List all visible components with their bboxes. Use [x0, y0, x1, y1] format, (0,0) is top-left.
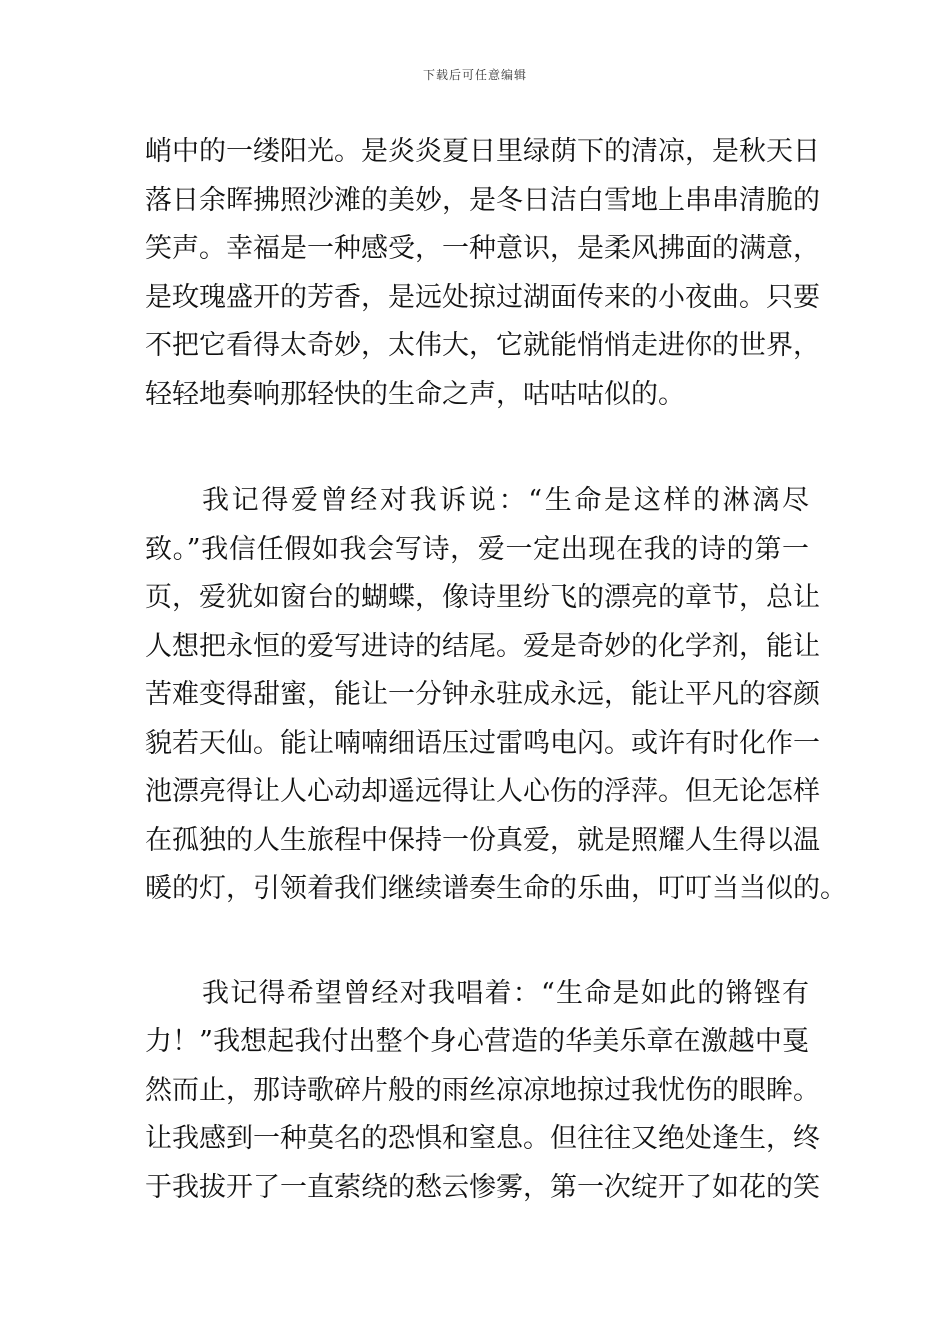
line-text: 力！”我想起我付出整个身心营造的华美乐章在激越中戛	[145, 1026, 809, 1057]
text-line	[145, 671, 820, 720]
line-text: 我记得爱曾经对我诉说：“生命是这样的淋漓尽	[202, 485, 809, 516]
text-line	[145, 865, 847, 914]
text-line	[145, 225, 820, 274]
line-text: 我记得希望曾经对我唱着：“生命是如此的锵铿有	[202, 977, 809, 1009]
line-text: 不把它看得太奇妙，太伟大，它就能悄悄走进你的世界，	[145, 330, 820, 361]
paragraph-1	[145, 128, 820, 419]
line-text: 页，爱犹如窗台的蝴蝶，像诗里纷飞的漂亮的章节，总让	[145, 582, 820, 613]
text-line	[145, 817, 820, 866]
document-body	[145, 128, 847, 1212]
text-line	[145, 720, 820, 769]
text-line	[145, 623, 820, 672]
text-line	[145, 768, 820, 817]
line-text: 致。”我信任假如我会写诗，爱一定出现在我的诗的第一	[145, 533, 809, 565]
line-text: 是玫瑰盛开的芳香，是远处掠过湖面传来的小夜曲。只要	[145, 281, 820, 313]
text-line	[145, 574, 820, 623]
line-text: 貌若天仙。能让喃喃细语压过雷鸣电闪。或许有时化作一	[145, 727, 820, 759]
text-line	[145, 970, 809, 1019]
text-line	[145, 1067, 820, 1116]
paragraph-2	[145, 477, 847, 914]
line-text: 暖的灯，引领着我们继续谱奏生命的乐曲，叮叮当当似的。	[145, 873, 847, 904]
paragraph-3	[145, 970, 820, 1213]
line-text: 让我感到一种莫名的恐惧和窒息。但往往又绝处逢生，终	[145, 1123, 820, 1154]
text-line	[145, 274, 820, 323]
line-text: 峭中的一缕阳光。是炎炎夏日里绿荫下的清凉，是秋天日	[145, 136, 820, 167]
line-text: 落日余晖拂照沙滩的美妙，是冬日洁白雪地上串串清脆的	[145, 184, 820, 216]
line-text: 在孤独的人生旅程中保持一份真爱，就是照耀人生得以温	[145, 824, 820, 856]
line-text: 池漂亮得让人心动却遥远得让人心伤的浮萍。但无论怎样	[145, 776, 820, 807]
text-line	[145, 128, 820, 177]
text-line	[145, 477, 809, 526]
text-line	[145, 322, 820, 371]
line-text: 然而止，那诗歌碎片般的雨丝凉凉地掠过我忧伤的眼眸。	[145, 1074, 820, 1106]
text-line	[145, 1164, 820, 1213]
text-line	[145, 526, 809, 575]
text-line	[145, 1115, 820, 1164]
line-text: 轻轻地奏响那轻快的生命之声，咕咕咕似的。	[145, 378, 685, 410]
paragraph-gap	[145, 419, 809, 477]
line-text: 笑声。幸福是一种感受，一种意识，是柔风拂面的满意，	[145, 233, 820, 264]
line-text: 于我拔开了一直萦绕的愁云惨雾，第一次绽开了如花的笑	[145, 1171, 820, 1203]
text-line	[145, 1018, 809, 1067]
paragraph-gap	[145, 914, 809, 970]
text-line	[145, 371, 809, 420]
page-header: 下载后可任意编辑	[422, 68, 527, 82]
text-line	[145, 177, 820, 226]
line-text: 人想把永恒的爱写进诗的结尾。爱是奇妙的化学剂，能让	[145, 630, 820, 662]
line-text: 苦难变得甜蜜，能让一分钟永驻成永远，能让平凡的容颜	[145, 679, 820, 710]
